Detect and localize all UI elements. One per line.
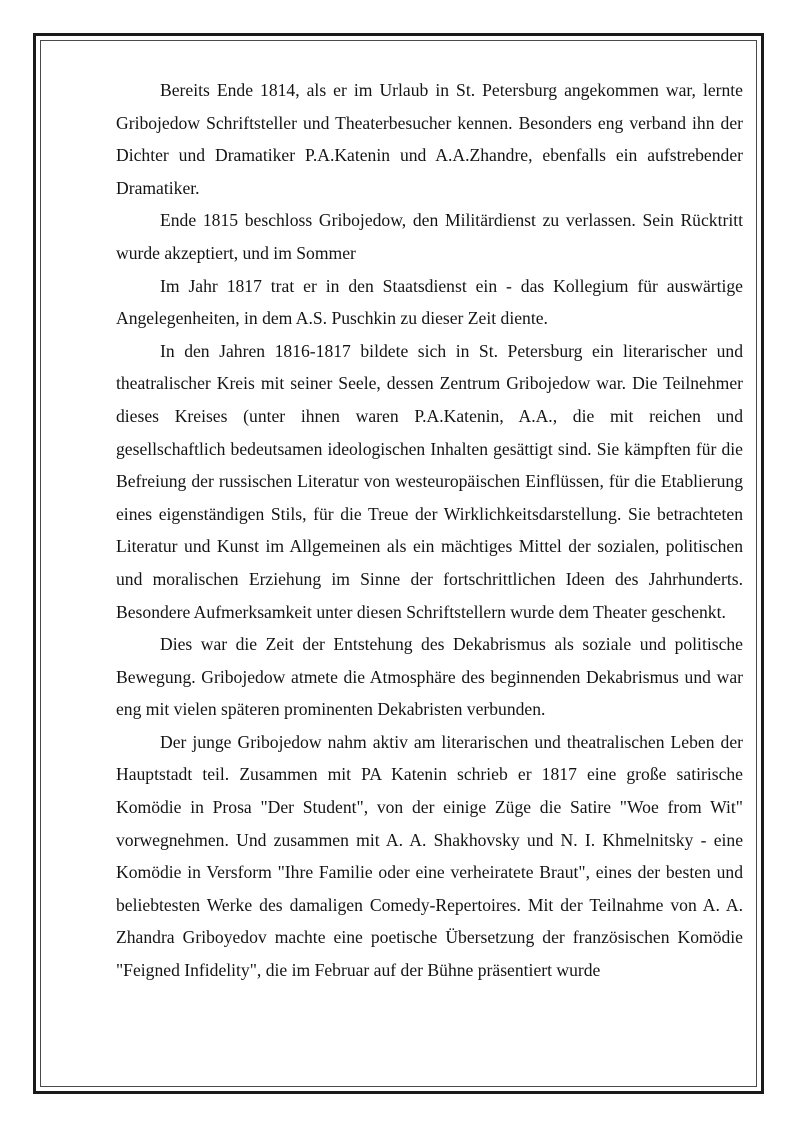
paragraph-2: Ende 1815 beschloss Gribojedow, den Militärdienst zu verlassen. Sein Rücktritt wurde akzeptiert, und im Sommer (116, 210, 743, 263)
document-body (116, 74, 743, 987)
paragraph-6: Der junge Gribojedow nahm aktiv am literarischen und theatralischen Leben der Hauptstadt teil. Zusammen mit PA Katenin schrieb er 1817 eine große satirische Komödie in Prosa "Der Student", von der einige Züge die Satire "Woe from Wit" vorwegnehmen. Und zusammen mit A. A. Shakhovsky und N. I. Khmelnitsky - eine Komödie in Versform "Ihre Familie oder eine verheiratete Braut", eines der besten und beliebtesten Werke des damaligen Comedy-Repertoires. Mit der Teilnahme von A. A. Zhandra Griboyedov machte eine poetische Übersetzung der französischen Komödie "Feigned Infidelity", die im Februar auf der Bühne präsentiert wurde (116, 731, 743, 981)
paragraph-4: In den Jahren 1816-1817 bildete sich in St. Petersburg ein literarischer und theatralischer Kreis mit seiner Seele, dessen Zentrum Gribojedow war. Die Teilnehmer dieses Kreises (unter ihnen waren P.A.Katenin, A.A., die mit reichen und gesellschaftlich bedeutsamen ideologischen Inhalten gesättigt sind. Sie kämpften für die Befreiung der russischen Literatur von westeuropäischen Einflüssen, für die Etablierung eines eigenständigen Stils, für die Treue der Wirklichkeitsdarstellung. Sie betrachteten Literatur und Kunst im Allgemeinen als ein mächtiges Mittel der sozialen, politischen und moralischen Erziehung im Sinne der fortschrittlichen Ideen des Jahrhunderts. Besondere Aufmerksamkeit unter diesen Schriftstellern wurde dem Theater geschenkt. (116, 340, 743, 622)
paragraph-3: Im Jahr 1817 trat er in den Staatsdienst ein - das Kollegium für auswärtige Angelegenheiten, in dem A.S. Puschkin zu dieser Zeit diente. (116, 275, 743, 329)
paragraph-5: Dies war die Zeit der Entstehung des Dekabrismus als soziale und politische Bewegung. Gribojedow atmete die Atmosphäre des beginnenden Dekabrismus und war eng mit vielen späteren prominenten Dekabristen verbunden. (116, 634, 743, 720)
paragraph-1: Bereits Ende 1814, als er im Urlaub in St. Petersburg angekommen war, lernte Gribojedow Schriftsteller und Theaterbesucher kennen. Besonders eng verband ihn der Dichter und Dramatiker P.A.Katenin und A.A.Zhandre, ebenfalls ein aufstrebender Dramatiker. (116, 80, 743, 198)
